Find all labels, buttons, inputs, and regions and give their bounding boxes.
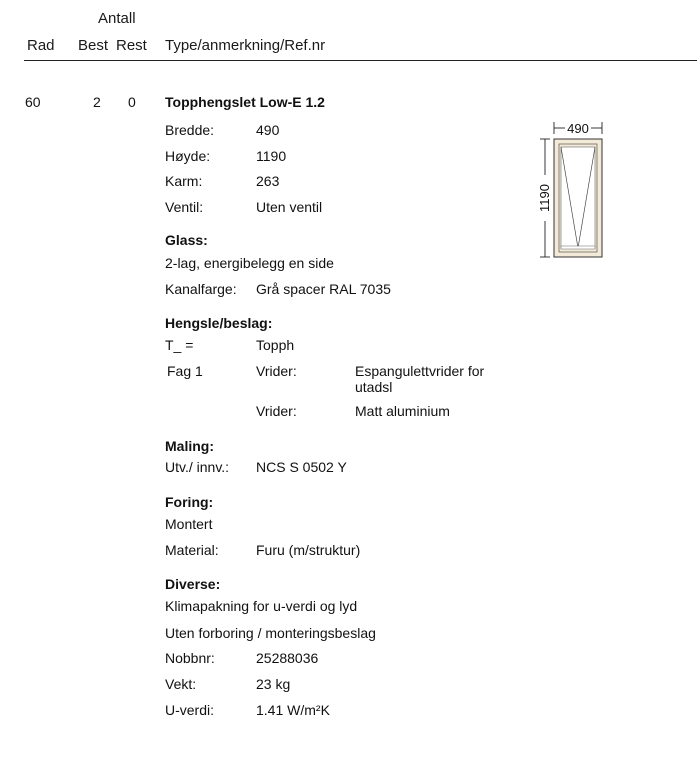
diverse-heading: Diverse: [165,576,221,592]
width-dimension [554,121,602,136]
row-title: Topphengslet Low-E 1.2 [165,94,325,110]
nobb-value: 25288036 [256,650,319,666]
header-antall: Antall [98,10,136,27]
material-label: Material: [165,542,219,558]
row-rest: 0 [128,94,136,110]
uverdi-value: 1.41 W/m²K [256,702,330,718]
glass-desc: 2-lag, energibelegg en side [165,255,334,271]
height-dim-label: 1190 [537,184,552,212]
header-best: Best [78,37,109,54]
diverse-line2: Uten forboring / monteringsbeslag [165,625,376,641]
kanal-label: Kanalfarge: [165,281,237,297]
bredde-value: 490 [256,122,280,138]
ventil-label: Ventil: [165,199,204,215]
karm-label: Karm: [165,173,203,189]
fag-label: Fag 1 [167,363,203,379]
ventil-value: Uten ventil [256,199,323,215]
hoyde-value: 1190 [256,148,287,164]
header-rest: Rest [116,37,147,54]
row-rad: 60 [25,94,41,110]
t-label: T_ = [165,337,194,353]
vrider1-value: Espangulettvrider for utadsl [355,363,485,395]
hengsle-heading: Hengsle/beslag: [165,315,273,331]
hoyde-label: Høyde: [165,148,211,164]
nobb-label: Nobbnr: [165,650,215,666]
glass-pane [561,147,595,248]
material-value: Furu (m/struktur) [256,542,361,558]
vekt-value: 23 kg [256,676,291,692]
uverdi-label: U-verdi: [165,702,215,718]
diverse-line1: Klimapakning for u-verdi og lyd [165,598,358,614]
foring-montert: Montert [165,516,213,532]
maling-value: NCS S 0502 Y [256,459,347,475]
vrider2-label: Vrider: [256,403,297,419]
header-divider [24,60,697,61]
vrider2-value: Matt aluminium [355,403,450,419]
kanal-value: Grå spacer RAL 7035 [256,281,391,297]
vekt-label: Vekt: [165,676,197,692]
header-rad: Rad [27,37,55,54]
maling-heading: Maling: [165,438,214,454]
width-dim-label: 490 [567,121,589,136]
window-drawing [530,115,610,263]
maling-label: Utv./ innv.: [165,459,230,475]
foring-heading: Foring: [165,494,214,510]
karm-value: 263 [256,173,280,189]
glass-heading: Glass: [165,232,208,248]
t-value: Topph [256,337,295,353]
bottom-rail [561,246,595,249]
header-type: Type/anmerkning/Ref.nr [165,37,326,54]
row-best: 2 [93,94,101,110]
height-dimension [537,139,552,257]
bredde-label: Bredde: [165,122,215,138]
vrider1-label: Vrider: [256,363,297,379]
